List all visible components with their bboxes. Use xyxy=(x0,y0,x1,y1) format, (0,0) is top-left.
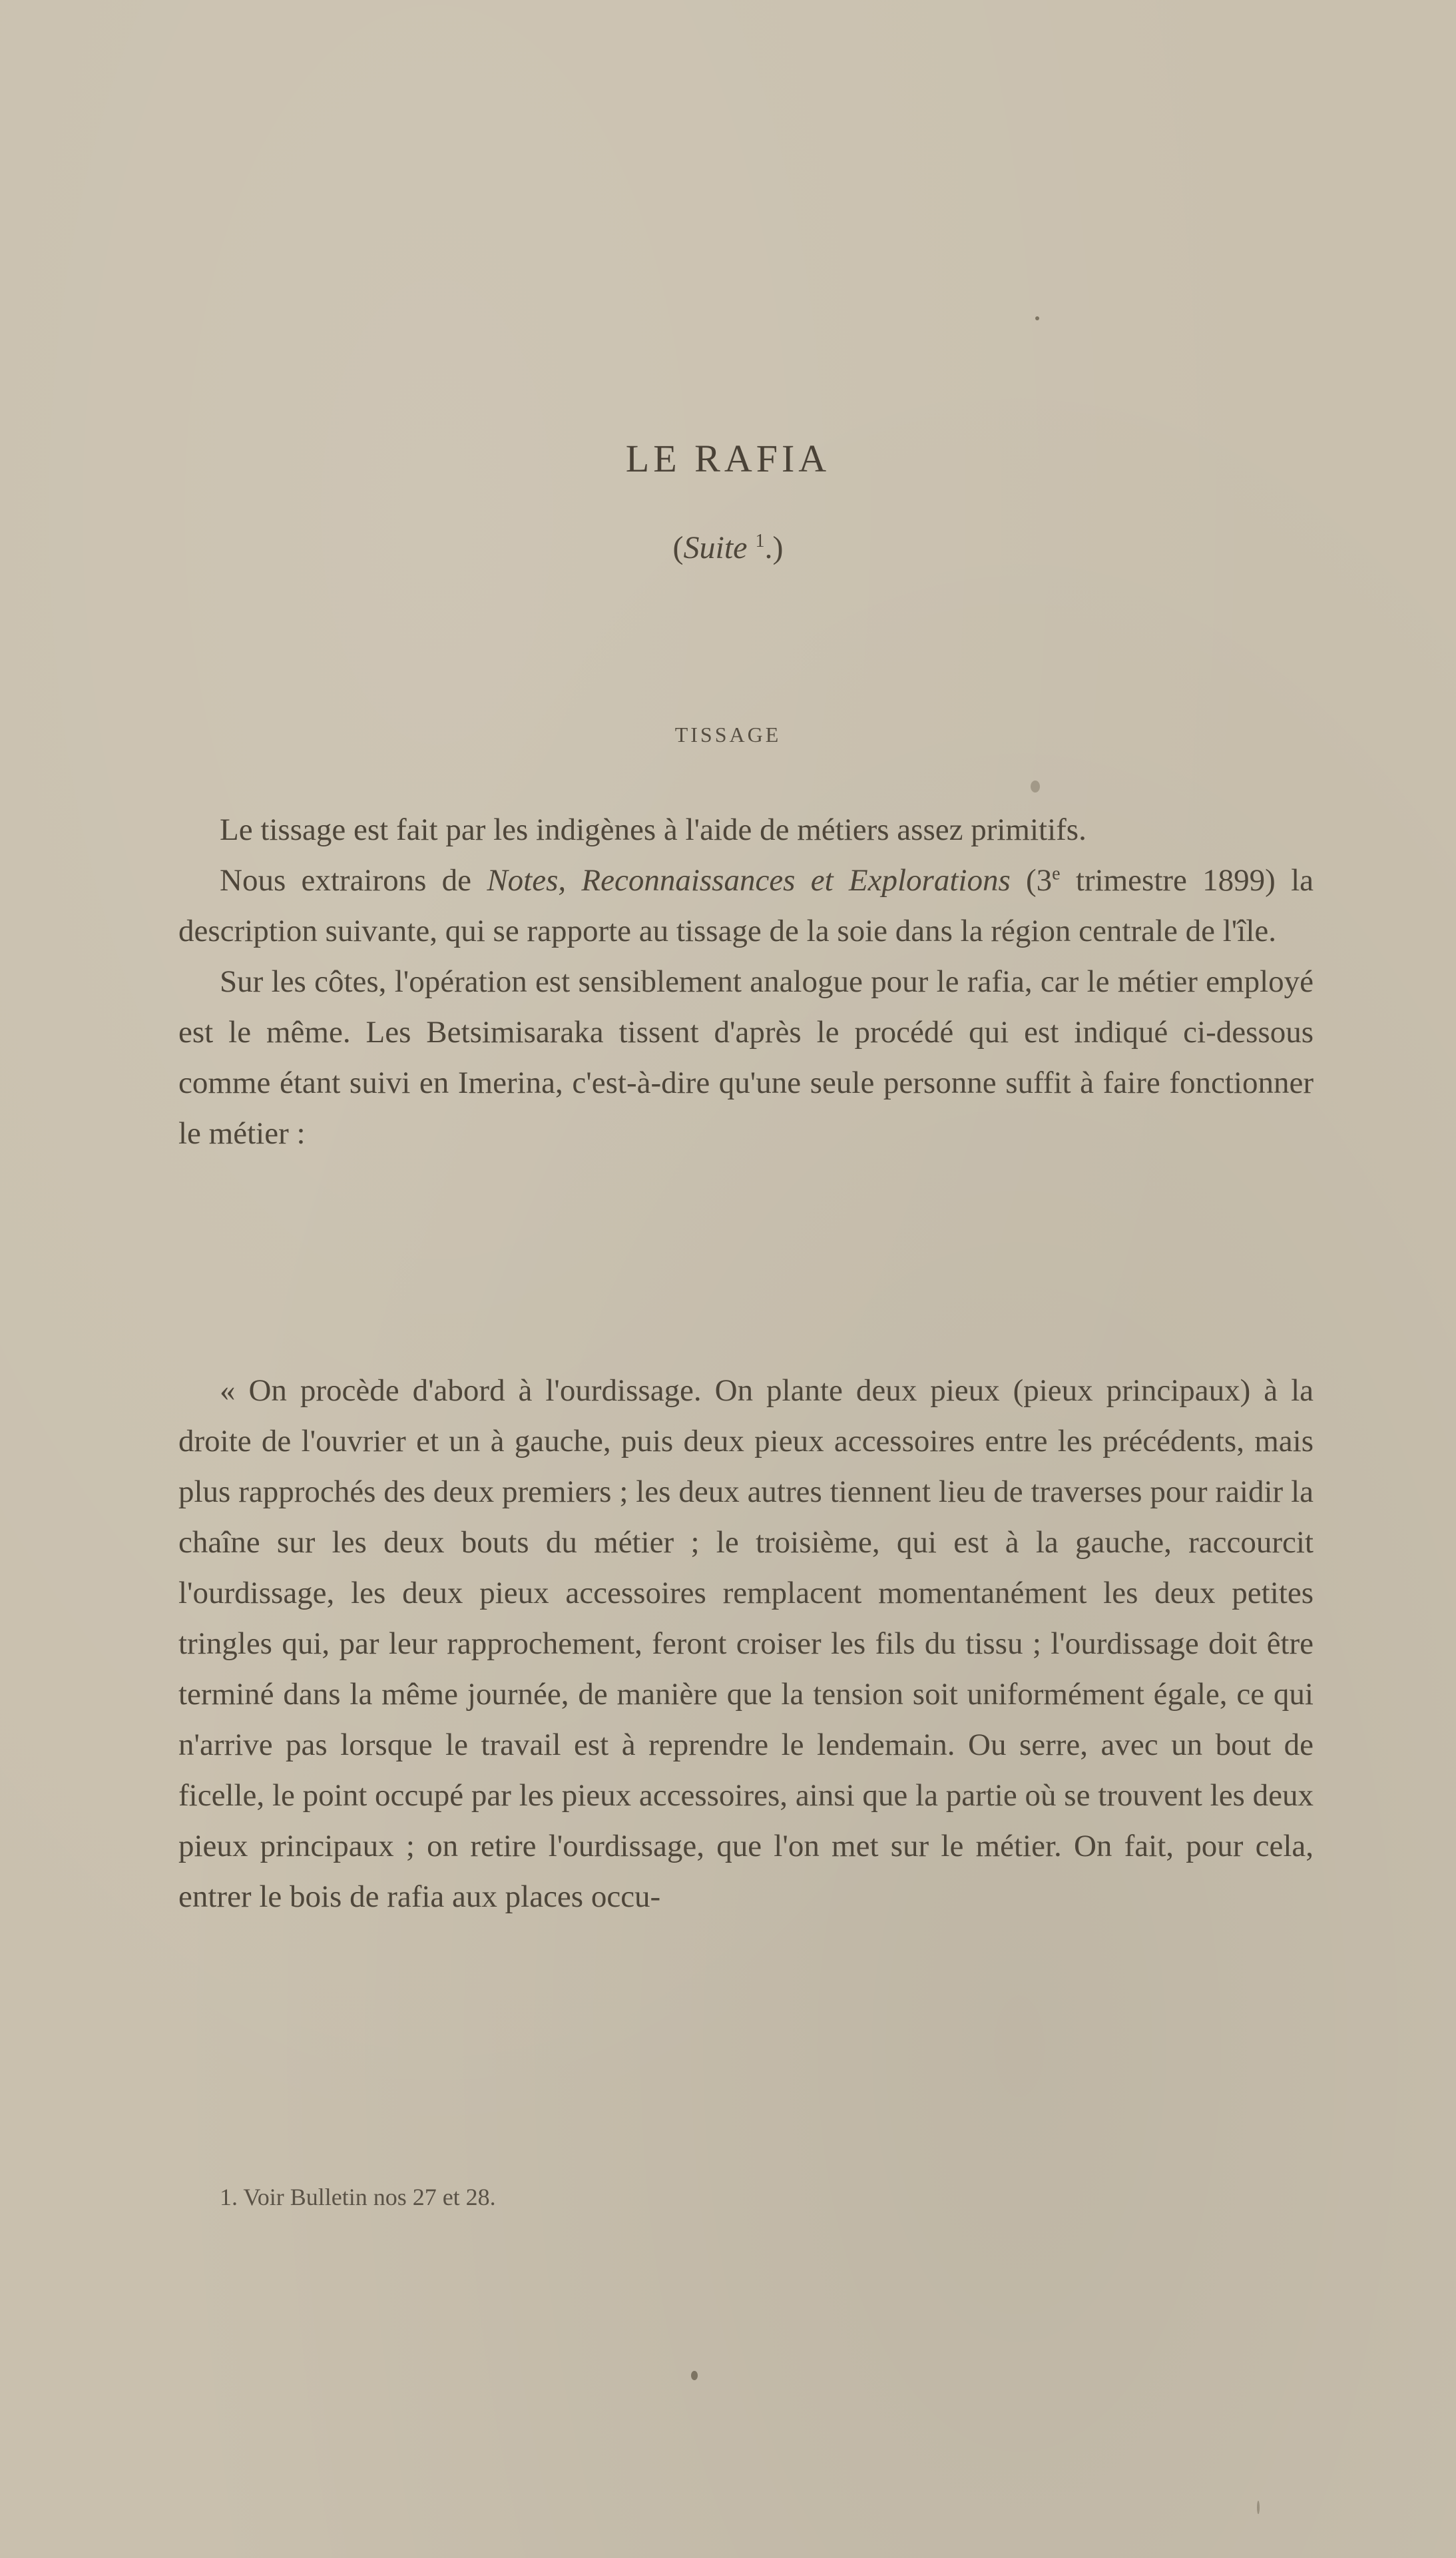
subtitle-close: .) xyxy=(764,530,784,565)
paragraph-2-start: Nous extrairons de xyxy=(220,863,487,898)
subtitle-word: Suite xyxy=(683,530,748,565)
paragraph-2 xyxy=(178,855,1314,956)
footnote: 1. Voir Bulletin nos 27 et 28. xyxy=(220,2184,496,2210)
subtitle-open: ( xyxy=(672,530,684,565)
paragraph-quote: « On procède d'abord à l'ourdissage. On plante deux pieux (pieux principaux) à la droite de l'ouvrier et un à gauche, puis deux pieux accessoires entre les précédents, mais plus rapprochés des deux premiers ; les deux autres tiennent lieu de traverses pour raidir la chaîne sur les deux bouts du métier ; le troisième, qui est à la gauche, raccourcit l'ourdissage, les deux pieux accessoires remplacent momentanément les deux petites tringles qui, par leur rapprochement, feront croiser les fils du tissu ; l'ourdissage doit être terminé dans la même journée, de manière que la tension soit uniformément égale, ce qui n'arrive pas lorsque le travail est à reprendre le lendemain. Ou serre, avec un bout de ficelle, le point occupé par les pieux accessoires, ainsi que la partie où se trouvent les deux pieux principaux ; on retire l'ourdissage, que l'on met sur le métier. On fait, pour cela, entrer le bois de rafia aux places occu- xyxy=(178,1373,1314,1914)
quoted-passage xyxy=(178,1365,1314,1922)
paragraph-1: Le tissage est fait par les indigènes à l'aide de métiers assez primitifs. xyxy=(220,812,1087,847)
paragraph-2-rest: trimestre 1899) la description suivante, qui se rapporte au tissage de la soie dans la région centrale de l'île. xyxy=(178,863,1314,948)
page-title: LE RAFIA xyxy=(625,437,831,480)
section-heading: TISSAGE xyxy=(674,723,782,747)
paper-speck xyxy=(1035,316,1039,320)
paragraph-3: Sur les côtes, l'opération est sensiblement analogue pour le rafia, car le métier employé est le même. Les Betsimisaraka tissent d'après le procédé qui est indiqué ci-dessous comme étant suivi en Imerina, c'est-à-dire qu'une seule personne suffit à faire fonctionner le métier : xyxy=(178,964,1314,1151)
paragraph-2-sup: e xyxy=(1052,863,1061,884)
subtitle xyxy=(0,529,1456,566)
paragraph-2-open: (3 xyxy=(1010,863,1053,898)
footnote-ref: 1 xyxy=(755,531,765,551)
paper-speck xyxy=(1031,781,1040,793)
paper-speck xyxy=(1257,2501,1260,2514)
body-text xyxy=(178,804,1314,1159)
paper-speck xyxy=(691,2371,698,2380)
paragraph-2-italic: Notes, Reconnaissances et Explorations xyxy=(487,863,1011,898)
